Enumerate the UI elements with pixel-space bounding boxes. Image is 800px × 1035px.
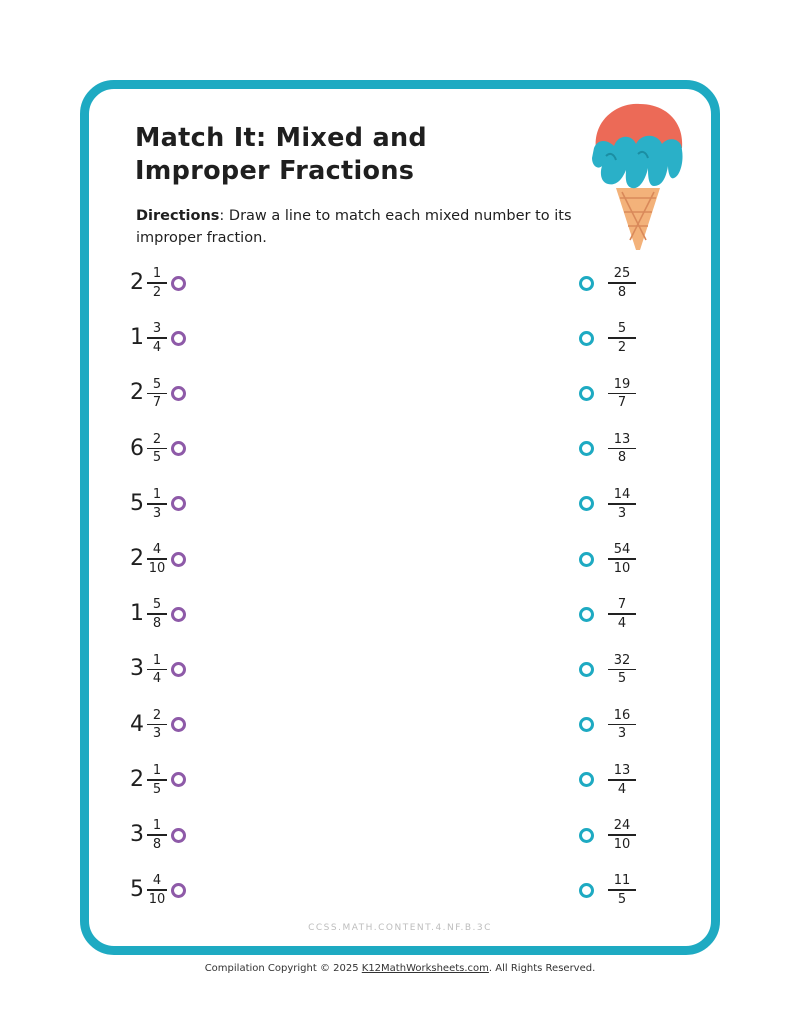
denominator: 7 (617, 395, 627, 411)
mixed-number-item (130, 760, 186, 800)
fraction-bar (147, 558, 167, 560)
denominator: 7 (152, 395, 162, 411)
fraction-bar (608, 503, 636, 505)
fraction (608, 597, 636, 631)
denominator: 8 (617, 450, 627, 466)
mixed-number-item (130, 373, 186, 413)
match-dot-right[interactable] (579, 441, 594, 456)
mixed-number-item (130, 594, 186, 634)
match-dot-left[interactable] (171, 607, 186, 622)
match-dot-left[interactable] (171, 772, 186, 787)
fraction-bar (147, 669, 167, 671)
mixed-number-item (130, 484, 186, 524)
numerator: 1 (152, 487, 162, 503)
title-line-2: Improper Fractions (135, 156, 415, 186)
match-dot-right[interactable] (579, 717, 594, 732)
improper-fraction-item (579, 870, 636, 910)
numerator: 11 (613, 873, 631, 889)
match-dot-left[interactable] (171, 386, 186, 401)
mixed-number-item (130, 705, 186, 745)
match-dot-left[interactable] (171, 441, 186, 456)
denominator: 3 (617, 505, 627, 521)
numerator: 19 (613, 376, 631, 392)
denominator: 5 (152, 781, 162, 797)
numerator: 54 (613, 542, 631, 558)
match-dot-right[interactable] (579, 662, 594, 677)
fraction-bar (147, 503, 167, 505)
numerator: 1 (152, 652, 162, 668)
match-dot-left[interactable] (171, 331, 186, 346)
denominator: 8 (152, 836, 162, 852)
match-dot-left[interactable] (171, 662, 186, 677)
fraction-bar (608, 558, 636, 560)
numerator: 5 (152, 597, 162, 613)
whole-number: 2 (130, 270, 144, 295)
denominator: 10 (613, 836, 631, 852)
denominator: 4 (617, 615, 627, 631)
fraction-bar (608, 282, 636, 284)
fraction (608, 487, 636, 521)
denominator: 3 (152, 726, 162, 742)
denominator: 5 (617, 891, 627, 907)
worksheet-title (135, 122, 565, 188)
ice-cream-cone-icon (588, 100, 688, 255)
fraction (147, 763, 167, 797)
title-line-1: Match It: Mixed and (135, 123, 427, 153)
improper-fraction-item (579, 318, 636, 358)
match-dot-right[interactable] (579, 386, 594, 401)
fraction (608, 542, 636, 576)
numerator: 4 (152, 873, 162, 889)
fraction (147, 432, 167, 466)
numerator: 2 (152, 707, 162, 723)
denominator: 8 (152, 615, 162, 631)
improper-fraction-item (579, 539, 636, 579)
denominator: 10 (148, 891, 166, 907)
numerator: 1 (152, 763, 162, 779)
fraction (608, 266, 636, 300)
fraction (147, 597, 167, 631)
fraction-bar (608, 724, 636, 726)
footer-link[interactable]: K12MathWorksheets.com (361, 963, 489, 974)
match-dot-right[interactable] (579, 276, 594, 291)
directions-label: Directions (136, 208, 220, 224)
fraction-bar (608, 889, 636, 891)
denominator: 2 (152, 284, 162, 300)
fraction (147, 266, 167, 300)
denominator: 10 (148, 560, 166, 576)
whole-number: 2 (130, 380, 144, 406)
match-dot-left[interactable] (171, 276, 186, 291)
fraction-bar (608, 669, 636, 671)
numerator: 1 (152, 266, 162, 282)
mixed-number-item (130, 429, 186, 469)
numerator: 5 (617, 321, 627, 337)
match-dot-right[interactable] (579, 607, 594, 622)
numerator: 13 (613, 763, 631, 779)
improper-fraction-item (579, 484, 636, 524)
denominator: 10 (613, 560, 631, 576)
denominator: 3 (152, 505, 162, 521)
numerator: 24 (613, 818, 631, 834)
fraction-bar (147, 779, 167, 781)
denominator: 4 (152, 671, 162, 687)
directions-text: : Draw a line to match each mixed number to its improper fraction. (136, 208, 572, 246)
fraction (608, 377, 636, 411)
fraction (147, 818, 167, 852)
footer-prefix: Compilation Copyright © 2025 (204, 963, 362, 974)
standard-code: CCSS.MATH.CONTENT.4.NF.B.3C (308, 923, 492, 933)
fraction (608, 873, 636, 907)
match-dot-left[interactable] (171, 883, 186, 898)
numerator: 3 (152, 321, 162, 337)
fraction-bar (147, 282, 167, 284)
fraction-bar (147, 337, 167, 339)
fraction (147, 321, 167, 355)
fraction (608, 321, 636, 355)
numerator: 1 (152, 818, 162, 834)
fraction (147, 377, 167, 411)
fraction (147, 542, 167, 576)
fraction (147, 708, 167, 742)
improper-fraction-item (579, 594, 636, 634)
numerator: 4 (152, 542, 162, 558)
whole-number: 5 (130, 877, 144, 903)
improper-fraction-item (579, 705, 636, 745)
numerator: 25 (613, 266, 631, 282)
improper-fraction-item (579, 649, 636, 689)
fraction-bar (608, 834, 636, 836)
improper-fraction-item (579, 373, 636, 413)
mixed-number-item (130, 263, 186, 303)
fraction-bar (608, 448, 636, 450)
fraction-bar (608, 337, 636, 339)
denominator: 4 (152, 339, 162, 355)
whole-number: 1 (130, 601, 144, 627)
fraction (608, 708, 636, 742)
fraction-bar (147, 393, 167, 395)
improper-fraction-item (579, 815, 636, 855)
whole-number: 2 (130, 766, 144, 792)
numerator: 5 (152, 376, 162, 392)
fraction-bar (608, 393, 636, 395)
improper-fraction-item (579, 429, 636, 469)
improper-fraction-item (579, 760, 636, 800)
fraction-bar (147, 448, 167, 450)
whole-number: 5 (130, 490, 144, 516)
footer-suffix: . All Rights Reserved. (488, 963, 596, 974)
numerator: 2 (152, 431, 162, 447)
copyright-footer (0, 963, 800, 974)
fraction-bar (608, 613, 636, 615)
fraction-bar (147, 834, 167, 836)
fraction (147, 653, 167, 687)
denominator: 3 (617, 726, 627, 742)
numerator: 16 (613, 707, 631, 723)
denominator: 5 (152, 450, 162, 466)
numerator: 14 (613, 487, 631, 503)
whole-number: 1 (130, 325, 144, 351)
fraction (147, 873, 167, 907)
whole-number: 2 (130, 546, 144, 571)
mixed-number-item (130, 318, 186, 358)
mixed-number-item (130, 649, 186, 689)
fraction (147, 487, 167, 521)
match-dot-right[interactable] (579, 331, 594, 346)
mixed-number-item (130, 815, 186, 855)
whole-number: 4 (130, 711, 144, 737)
match-dot-left[interactable] (171, 552, 186, 567)
numerator: 7 (617, 597, 627, 613)
numerator: 13 (613, 431, 631, 447)
match-dot-right[interactable] (579, 552, 594, 567)
fraction (608, 763, 636, 797)
denominator: 2 (617, 339, 627, 355)
whole-number: 3 (130, 822, 144, 847)
fraction (608, 653, 636, 687)
denominator: 8 (617, 284, 627, 300)
fraction (608, 818, 636, 852)
fraction-bar (608, 779, 636, 781)
improper-fraction-item (579, 263, 636, 303)
match-dot-right[interactable] (579, 883, 594, 898)
match-dot-left[interactable] (171, 717, 186, 732)
match-dot-right[interactable] (579, 496, 594, 511)
match-dot-left[interactable] (171, 828, 186, 843)
numerator: 32 (613, 652, 631, 668)
mixed-number-item (130, 870, 186, 910)
denominator: 4 (617, 781, 627, 797)
whole-number: 3 (130, 656, 144, 682)
fraction-bar (147, 724, 167, 726)
fraction-bar (147, 613, 167, 615)
whole-number: 6 (130, 435, 144, 461)
denominator: 5 (617, 671, 627, 687)
match-dot-left[interactable] (171, 496, 186, 511)
fraction-bar (147, 889, 167, 891)
match-dot-right[interactable] (579, 772, 594, 787)
fraction (608, 432, 636, 466)
match-dot-right[interactable] (579, 828, 594, 843)
directions (136, 205, 586, 249)
mixed-number-item (130, 539, 186, 579)
